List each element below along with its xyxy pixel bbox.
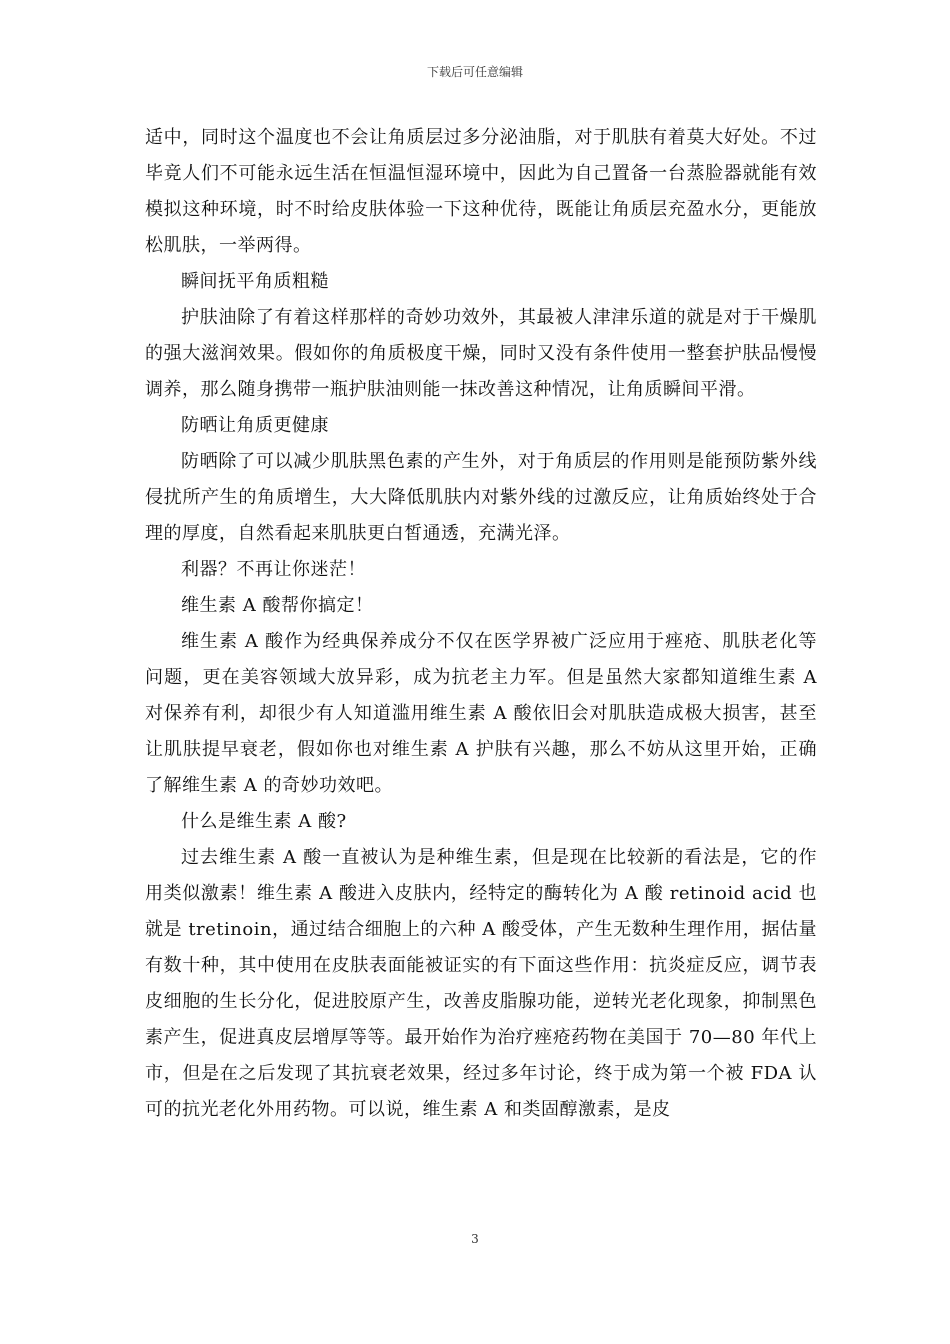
paragraph: 维生素 A 酸作为经典保养成分不仅在医学界被广泛应用于痤疮、肌肤老化等问题，更在美容领域大放异彩，成为抗老主力军。但是虽然大家都知道维生素 A 对保养有利，却很少有人知道滥用维生素 A 酸依旧会对肌肤造成极大损害，甚至让肌肤提早衰老，假如你也对维生素 A 护肤有兴趣，那么不妨从这里开始，正确了解维生素 A 的奇妙功效吧。 (145, 631, 817, 796)
paragraph: 护肤油除了有着这样那样的奇妙功效外，其最被人津津乐道的就是对于干燥肌的强大滋润效果。假如你的角质极度干燥，同时又没有条件使用一整套护肤品慢慢调养，那么随身携带一瓶护肤油则能一抹改善这种情况，让角质瞬间平滑。 (145, 307, 817, 400)
page-header: 下载后可任意编辑 (426, 65, 523, 79)
section-heading: 利器？不再让你迷茫！ (181, 559, 366, 580)
section-heading: 维生素 A 酸帮你搞定！ (181, 595, 374, 616)
section-heading: 什么是维生素 A 酸? (181, 811, 347, 832)
page-number: 3 (471, 1232, 479, 1246)
document-body (145, 120, 817, 1128)
paragraph: 过去维生素 A 酸一直被认为是种维生素，但是现在比较新的看法是，它的作用类似激素！维生素 A 酸进入皮肤内，经特定的酶转化为 A 酸 retinoid acid 也就是 tretinoin，通过结合细胞上的六种 A 酸受体，产生无数种生理作用，据估量有数十种，其中使用在皮肤表面能被证实的有下面这些作用：抗炎症反应，调节表皮细胞的生长分化，促进胶原产生，改善皮脂腺功能，逆转光老化现象，抑制黑色素产生，促进真皮层增厚等等。最开始作为治疗痤疮药物在美国于 70—80 年代上市，但是在之后发现了其抗衰老效果，经过多年讨论，终于成为第一个被 FDA 认可的抗光老化外用药物。可以说，维生素 A 和类固醇激素，是皮 (145, 847, 817, 1120)
paragraph: 防晒除了可以减少肌肤黑色素的产生外，对于角质层的作用则是能预防紫外线侵扰所产生的角质增生，大大降低肌肤内对紫外线的过激反应，让角质始终处于合理的厚度，自然看起来肌肤更白皙通透，充满光泽。 (145, 451, 817, 544)
section-heading: 防晒让角质更健康 (181, 415, 329, 436)
paragraph: 适中，同时这个温度也不会让角质层过多分泌油脂，对于肌肤有着莫大好处。不过毕竟人们不可能永远生活在恒温恒湿环境中，因此为自己置备一台蒸脸器就能有效模拟这种环境，时不时给皮肤体验一下这种优待，既能让角质层充盈水分，更能放松肌肤，一举两得。 (145, 127, 817, 256)
section-heading: 瞬间抚平角质粗糙 (181, 271, 329, 292)
